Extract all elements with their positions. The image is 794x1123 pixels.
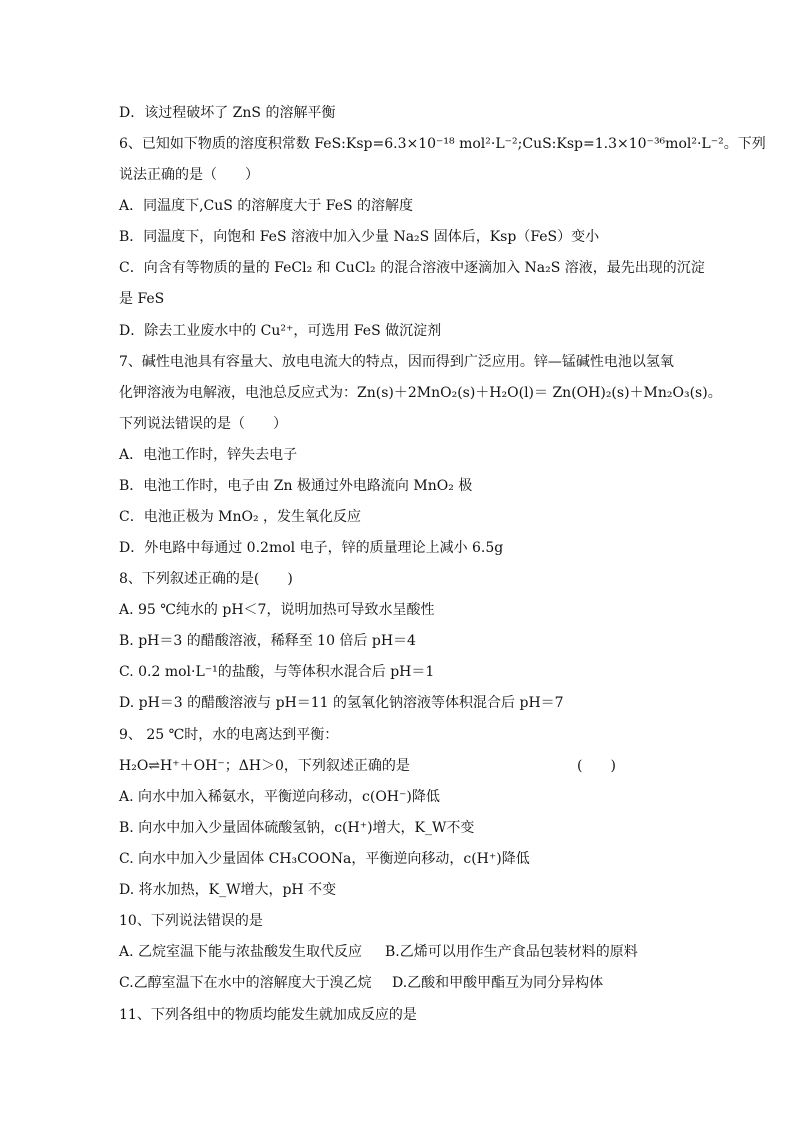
q11-stem: 11、下列各组中的物质均能发生就加成反应的是 [119, 1007, 417, 1023]
q7-option-c: C．电池正极为 MnO₂ ，发生氧化反应 [119, 509, 362, 525]
q6-option-d: D．除去工业废水中的 Cu²⁺，可选用 FeS 做沉淀剂 [119, 323, 442, 339]
q8-option-a: A. 95 ℃纯水的 pH＜7，说明加热可导致水呈酸性 [119, 602, 435, 618]
q10-option-b: B.乙烯可以用作生产食品包装材料的原料 [385, 944, 638, 960]
q10-options-row2 [119, 974, 679, 992]
q6-option-c-line2: 是 FeS [119, 291, 165, 307]
q10-option-a: A. 乙烷室温下能与浓盐酸发生取代反应 [119, 944, 363, 960]
q9-option-c: C. 向水中加入少量固体 CH₃COONa，平衡逆向移动，c(H⁺)降低 [119, 851, 530, 867]
q7-stem-line1: 7、碱性电池具有容量大、放电电流大的特点，因而得到广泛应用。锌—锰碱性电池以氢氧 [119, 354, 674, 370]
q6-stem-line2: 说法正确的是（ ） [119, 167, 259, 183]
q7-option-d: D．外电路中每通过 0.2mol 电子，锌的质量理论上减小 6.5g [119, 540, 504, 556]
q9-option-b: B. 向水中加入少量固体硫酸氢钠，c(H⁺)增大，K_W不变 [119, 820, 475, 836]
q8-option-c: C. 0.2 mol·L⁻¹的盐酸，与等体积水混合后 pH＝1 [119, 664, 435, 680]
q5-option-d: D．该过程破坏了 ZnS 的溶解平衡 [119, 105, 336, 121]
q6-option-a: A．同温度下,CuS 的溶解度大于 FeS 的溶解度 [119, 198, 414, 214]
q6-option-b: B．同温度下，向饱和 FeS 溶液中加入少量 Na₂S 固体后，Ksp（FeS）变小 [119, 229, 600, 245]
q8-stem: 8、下列叙述正确的是( ) [119, 571, 293, 587]
q9-stem-line2 [119, 757, 639, 775]
q9-option-a: A. 向水中加入稀氨水，平衡逆向移动，c(OH⁻)降低 [119, 789, 440, 805]
q6-option-c-line1: C．向含有等物质的量的 FeCl₂ 和 CuCl₂ 的混合溶液中逐滴加入 Na₂S 溶液，最先出现的沉淀 [119, 260, 705, 276]
q8-option-b: B. pH＝3 的醋酸溶液，稀释至 10 倍后 pH＝4 [119, 633, 416, 649]
q9-stem-line1: 9、 25 ℃时，水的电离达到平衡： [119, 727, 339, 743]
q9-equation-text: H₂O⇌H⁺＋OH⁻；ΔH＞0，下列叙述正确的是 [119, 758, 410, 774]
q10-option-c: C.乙醇室温下在水中的溶解度大于溴乙烷 [119, 975, 372, 991]
q10-stem: 10、下列说法错误的是 [119, 913, 263, 929]
q7-stem-line2: 化钾溶液为电解液，电池总反应式为：Zn(s)＋2MnO₂(s)＋H₂O(l)＝ Zn(OH)₂(s)＋Mn₂O₃(s)。 [119, 385, 722, 401]
q9-answer-paren: ( ) [577, 758, 616, 774]
q7-stem-line3: 下列说法错误的是（ ） [119, 416, 287, 432]
q8-option-d: D. pH＝3 的醋酸溶液与 pH＝11 的氢氧化钠溶液等体积混合后 pH＝7 [119, 695, 564, 711]
q7-option-b: B．电池工作时，电子由 Zn 极通过外电路流向 MnO₂ 极 [119, 478, 473, 494]
q10-option-d: D.乙酸和甲酸甲酯互为同分异构体 [392, 975, 604, 991]
q10-options-row1 [119, 943, 679, 961]
q6-stem-line1: 6、已知如下物质的溶度积常数 FeS:Ksp=6.3×10⁻¹⁸ mol²·L⁻²;CuS:Ksp=1.3×10⁻³⁶mol²·L⁻²。下列 [119, 136, 766, 152]
q9-option-d: D. 将水加热，K_W增大，pH 不变 [119, 882, 337, 898]
q7-option-a: A．电池工作时，锌失去电子 [119, 447, 298, 463]
